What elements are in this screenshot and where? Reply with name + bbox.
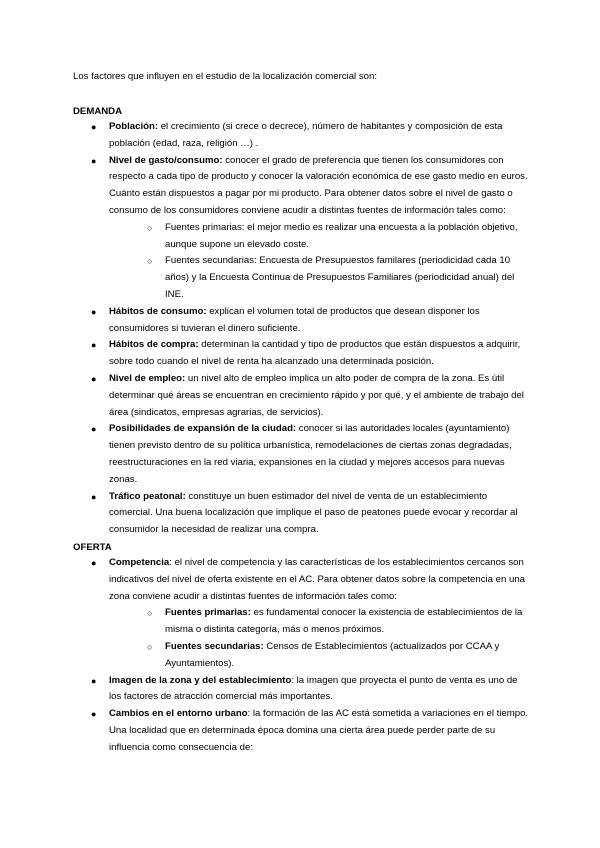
sub-item-text: Censos de Establecimientos (actualizados por CCAA y Ayuntamientos).	[165, 640, 500, 669]
circle-bullet-icon: ○	[147, 608, 153, 619]
item-text: conocer si las autoridades locales (ayuntamiento) tienen previsto dentro de su política urbanística, remodelaciones de ciertas zonas degradadas, reestructuraciones en la red viaria, expansiones en la ciudad y mejores accesos para nuevas zonas.	[109, 423, 512, 485]
item-term: Posibilidades de expansión de la ciudad:	[109, 423, 297, 435]
item-term: Hábitos de consumo:	[109, 305, 207, 317]
sub-item-text: es fundamental conocer la existencia de establecimientos de la misma o distinta categoría, más o menos próximos.	[165, 607, 523, 636]
item-term: Competencia	[109, 557, 170, 568]
demanda-heading: DEMANDA	[73, 106, 123, 117]
intro-paragraph: Los factores que influyen en el estudio de la localización comercial son:	[73, 71, 377, 82]
bullet-icon: ●	[91, 424, 97, 435]
item-term: Imagen de la zona y del establecimiento	[109, 674, 292, 686]
bullet-icon: ●	[91, 558, 97, 568]
sub-item-term: Fuentes secundarias:	[165, 640, 264, 652]
bullet-icon: ●	[91, 675, 97, 686]
circle-bullet-icon: ○	[147, 641, 153, 652]
sub-item-text: Fuentes primarias: el mejor medio es realizar una encuesta a la población objetivo, aunque supone un elevado coste.	[165, 221, 518, 250]
demanda-list	[90, 119, 530, 539]
item-text: : la imagen que proyecta el punto de venta es uno de los factores de atracción comercial más importantes.	[109, 674, 518, 703]
item-text: un nivel alto de empleo implica un alto poder de compra de la zona. Es útil determinar qué áreas se encuentran en crecimiento rápido y por qué, y el ambiente de trabajo del área (sindicatos, empresas agrarias, de servicios).	[109, 372, 524, 418]
bullet-icon: ●	[91, 373, 97, 384]
oferta-heading: OFERTA	[73, 542, 112, 553]
list-item-cambios-entorno	[90, 706, 530, 756]
circle-bullet-icon: ○	[147, 222, 153, 233]
bullet-icon: ●	[91, 306, 97, 317]
sub-item-fuentes-secundarias	[129, 253, 530, 303]
circle-bullet-icon: ○	[147, 256, 153, 267]
bullet-icon: ●	[91, 155, 97, 166]
bullet-icon: ●	[91, 709, 97, 720]
item-text: : el nivel de competencia y las características de los establecimientos cercanos son indicativos del nivel de oferta existente en el AC. Para obtener datos sobre la competencia en una zona conviene acudir a distintas fuentes de información tales como:	[109, 557, 525, 602]
list-item-habitos-compra	[90, 337, 530, 371]
sub-item-term: Fuentes primarias:	[165, 607, 251, 619]
item-text: constituye un buen estimador del nivel de venta de un establecimiento comercial. Una buena localización que implique el paso de peatones puede evocar y recordar al consumidor la necesidad de realizar una compra.	[109, 490, 518, 536]
list-item-nivel-gasto	[90, 153, 530, 304]
item-text: conocer el grado de preferencia que tienen los consumidores con respecto a cada tipo de producto y conocer la valoración económica de ese gasto medio en euros. Cuánto están dispuestos a pagar por mi producto. Para obtener datos sobre el nivel de gasto o consumo de los consumidores conviene acudir a distintas fuentes de información tales como:	[109, 154, 528, 216]
bullet-icon: ●	[91, 340, 97, 351]
list-item-nivel-empleo	[90, 371, 530, 421]
item-term: Población:	[109, 121, 159, 132]
fuentes-sublist	[109, 220, 530, 304]
list-item-habitos-consumo	[90, 304, 530, 338]
bullet-icon: ●	[91, 491, 97, 502]
item-term: Cambios en el entorno urbano	[109, 708, 248, 720]
item-term: Tráfico peatonal:	[109, 490, 186, 502]
sub-item-text: Fuentes secundarias: Encuesta de Presupuestos familares (periodicidad cada 10 años) y la Encuesta Continua de Presupuestos Familiares (periodicidad anual) del INE.	[165, 255, 515, 300]
sub-item-fuentes-primarias	[129, 220, 530, 254]
item-text: el crecimiento (si crece o decrece), número de habitantes y composición de esta población (edad, raza, religión …) .	[109, 121, 503, 149]
list-item-trafico-peatonal	[90, 489, 530, 539]
item-term: Nivel de empleo:	[109, 372, 186, 384]
list-item-competencia	[90, 555, 530, 673]
item-text: determinan la cantidad y tipo de productos que están dispuestos a adquirir, sobre todo cuando el nivel de renta ha alcanzado una determinada posición.	[109, 339, 521, 368]
item-text: explican el volumen total de productos que desean disponer los consumidores si tuvieran el dinero suficiente.	[109, 305, 480, 334]
fuentes-sublist	[109, 605, 530, 672]
list-item-posibilidades-expansion	[90, 421, 530, 488]
item-text: : la formación de las AC está sometida a variaciones en el tiempo. Una localidad que en determinada época domina una cierta área puede perder parte de su influencia como consecuencia de:	[109, 708, 529, 753]
sub-item-fuentes-primarias	[129, 605, 530, 639]
sub-item-fuentes-secundarias	[129, 639, 530, 673]
item-term: Hábitos de compra:	[109, 339, 199, 351]
item-term: Nivel de gasto/consumo:	[109, 154, 223, 166]
oferta-list	[90, 555, 530, 757]
list-item-imagen-zona	[90, 673, 530, 707]
list-item-poblacion	[90, 119, 530, 153]
bullet-icon: ●	[91, 122, 97, 132]
